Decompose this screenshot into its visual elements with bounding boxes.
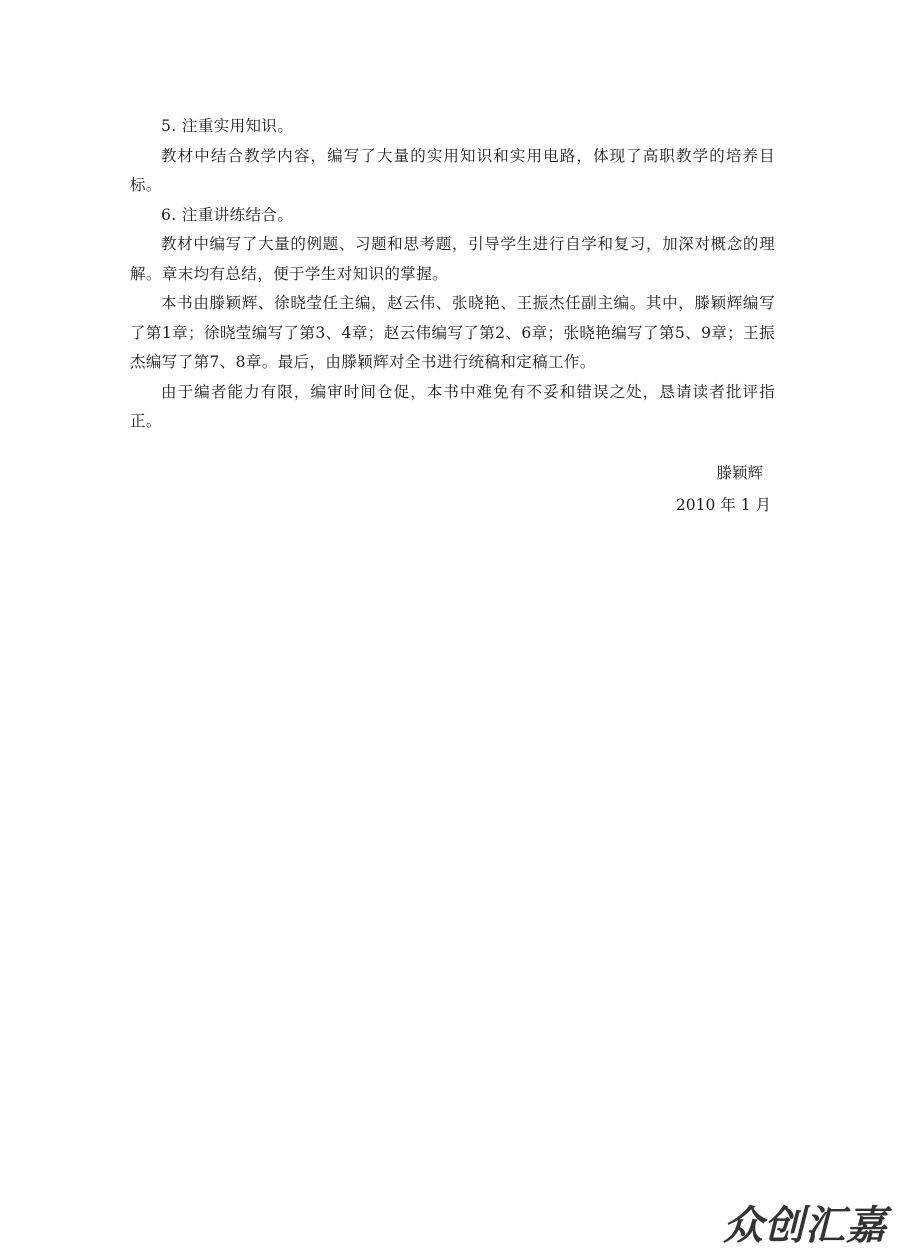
preface-body: [130, 112, 775, 437]
watermark-logo: 众创汇嘉: [723, 1203, 887, 1249]
signature-date: 2010 年 1 月: [675, 496, 771, 514]
paragraph-practical-knowledge-heading: 5. 注重实用知识。: [161, 117, 294, 135]
signature-author: 滕颖辉: [716, 464, 763, 482]
paragraph-practical-knowledge: 教材中结合教学内容，编写了大量的实用知识和实用电路，体现了高职教学的培养目标。: [130, 146, 775, 194]
paragraph-practice-heading: 6. 注重讲练结合。: [161, 205, 294, 224]
signature-block: [676, 457, 771, 521]
paragraph-apology: 由于编者能力有限，编审时间仓促，本书中难免有不妥和错误之处，恳请读者批评指正。: [130, 382, 775, 430]
paragraph-authors: 本书由滕颖辉、徐晓莹任主编，赵云伟、张晓艳、王振杰任副主编。其中，滕颖辉编写了第1章；徐晓莹编写了第3、4章；赵云伟编写了第2、6章；张晓艳编写了第5、9章；王振杰编写了第7、8章。最后，由滕颖辉对全书进行统稿和定稿工作。: [130, 294, 775, 371]
paragraph-practice: 教材中编写了大量的例题、习题和思考题，引导学生进行自学和复习，加深对概念的理解。章末均有总结，便于学生对知识的掌握。: [130, 235, 775, 283]
